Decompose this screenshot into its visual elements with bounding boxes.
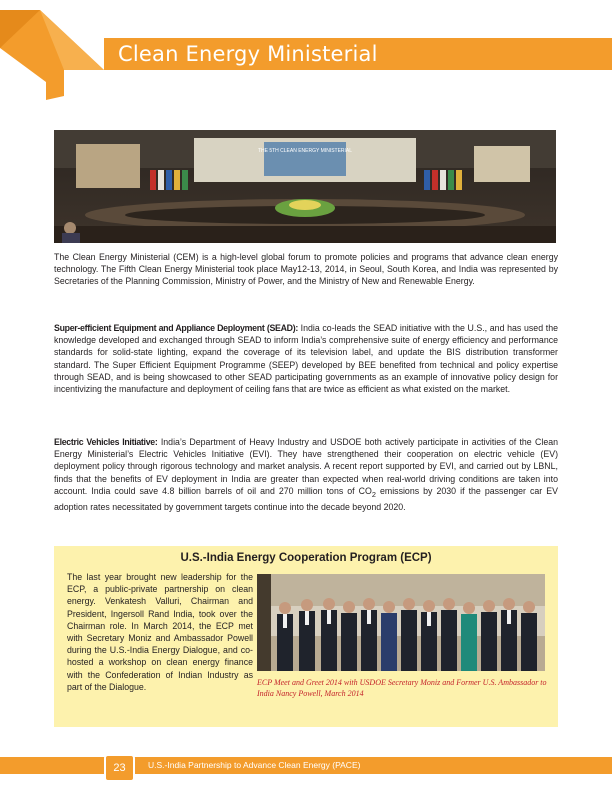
- sead-paragraph: [54, 322, 558, 395]
- footer-title: U.S.-India Partnership to Advance Clean Energy (PACE): [148, 760, 361, 770]
- intro-paragraph: The Clean Energy Ministerial (CEM) is a high-level global forum to promote policies and programs that advance clean energy technology. The Fifth Clean Energy Ministerial took place May12-13, 2014, in Seoul, South Korea, and India was represented by Secretaries of the Planning Commission, Ministry of Power, and the Ministry of New and Renewable Energy.: [54, 252, 558, 287]
- conference-banner-text: THE 5TH CLEAN ENERGY MINISTERIAL: [257, 148, 353, 154]
- evi-paragraph: [54, 436, 558, 513]
- page-title: Clean Energy Ministerial: [118, 42, 378, 66]
- ecp-photo-caption: ECP Meet and Greet 2014 with USDOE Secretary Moniz and Former U.S. Ambassador to India Nancy Powell, March 2014: [257, 678, 547, 698]
- evi-text-part1: India’s Department of Heavy Industry and USDOE both actively participate in activities of the Clean Energy Ministerial’s Electric Vehicles Initiative (EVI). They have strengthened their cooperation on electric vehicle (EV) deployment policy through rigorous technology and market analysis. A recent report supported by EVI, and carried out by LBNL, finds that the benefits of EV deployment in India are greater than expected when real-world driving conditions are taken into account. India could save 4.8 billion barrels of oil and 270 million tons of CO: [54, 437, 558, 496]
- ecp-paragraph: The last year brought new leadership for the ECP, a public-private partnership on clean energy. Venkatesh Valluri, Chairman and President, Ingersoll Rand India, took over the Chairman role. In March 2014, the ECP met with Secretary Moniz and Ambassador Powell during the U.S.-India Energy Dialogue, and co-hosted a workshop on clean energy finance with the Confederation of Indian Industry as part of the Dialogue.: [67, 572, 253, 692]
- conference-photo: [54, 130, 556, 243]
- page-number: 23: [104, 754, 135, 782]
- evi-heading: Electric Vehicles Initiative:: [54, 437, 158, 447]
- sead-heading: Super-efficient Equipment and Appliance Deployment (SEAD):: [54, 323, 298, 333]
- sead-text: India co-leads the SEAD initiative with the U.S., and has used the knowledge developed and exchanged through SEAD to inform India’s comprehensive suite of energy efficiency and performance standards for solid-state lighting, expand the coverage of its television label, and update the BIS distribution transformer standard. The Super Efficient Equipment Programme (SEEP) developed by BEE benefited from technical and policy expertise through SEAD, and is being showcased to other SEAD participating governments as an example of innovative policy design for incentivizing the manufacture and deployment of ceiling fans that are twice as efficient as what existed on the market.: [54, 323, 558, 395]
- ecp-group-photo: [257, 574, 545, 671]
- co2-subscript: 2: [371, 489, 376, 499]
- ecp-box: [54, 546, 558, 727]
- evi-text-part2: emissions by 2030 if the passenger car EV adoption rates necessitated by government targets continue into the decade beyond 2020.: [54, 485, 559, 512]
- ecp-title: U.S.-India Energy Cooperation Program (ECP): [180, 552, 432, 564]
